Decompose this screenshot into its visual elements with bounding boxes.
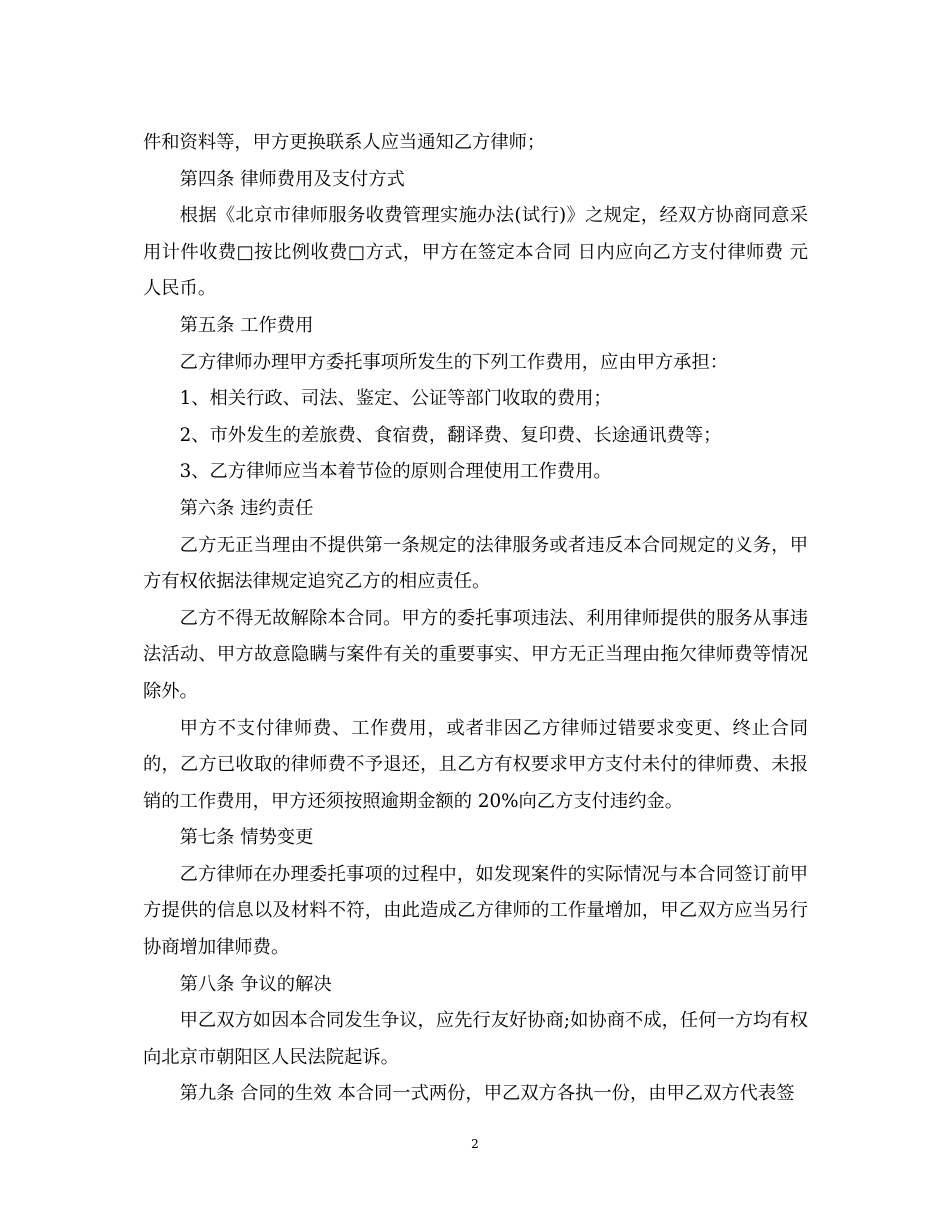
article-4-heading: 第四条 律师费用及支付方式 xyxy=(179,168,405,190)
article-6-paragraph-1: 乙方无正当理由不提供第一条规定的法律服务或者违反本合同规定的义务，甲方有权依据法律规定追究乙方的相应责任。 xyxy=(143,534,808,593)
article-6-paragraph-2: 乙方不得无故解除本合同。甲方的委托事项违法、利用律师提供的服务从事违法活动、甲方故意隐瞒与案件有关的重要事实、甲方无正当理由拖欠律师费等情况除外。 xyxy=(143,607,808,702)
page-number: 2 xyxy=(471,1137,479,1151)
article-5-item-2: 2、市外发生的差旅费、食宿费，翻译费、复印费、长途通讯费等； xyxy=(179,424,722,446)
article-4-fee-paragraph: 根据《北京市律师服务收费管理实施办法(试行)》之规定，经双方协商同意采用计件收费□按比例收费□方式，甲方在签定本合同 日内应向乙方支付律师费 元人民币。 xyxy=(143,205,808,300)
article-6-heading: 第六条 违约责任 xyxy=(179,497,314,519)
article-7-paragraph: 乙方律师在办理委托事项的过程中，如发现案件的实际情况与本合同签订前甲方提供的信息以及材料不符，由此造成乙方律师的工作量增加，甲乙双方应当另行协商增加律师费。 xyxy=(143,863,808,959)
article-6-paragraph-3: 甲方不支付律师费、工作费用，或者非因乙方律师过错要求变更、终止合同的，乙方已收取的律师费不予退还，且乙方有权要求甲方支付未付的律师费、未报销的工作费用，甲方还须按照逾期金额的 20%向乙方支付违约金。 xyxy=(143,717,808,812)
article-5-item-3: 3、乙方律师应当本着节俭的原则合理使用工作费用。 xyxy=(179,461,612,483)
document-body xyxy=(143,125,808,1113)
article-7-heading: 第七条 情势变更 xyxy=(179,827,314,849)
article-5-heading: 第五条 工作费用 xyxy=(179,314,314,336)
article-8-paragraph: 甲乙双方如因本合同发生争议，应先行友好协商;如协商不成，任何一方均有权向北京市朝阳区人民法院起诉。 xyxy=(143,1010,808,1068)
article-8-heading: 第八条 争议的解决 xyxy=(179,973,332,995)
article-9-paragraph: 第九条 合同的生效 本合同一式两份，甲乙双方各执一份，由甲乙双方代表签 xyxy=(179,1083,795,1105)
paragraph-continuation: 件和资料等，甲方更换联系人应当通知乙方律师； xyxy=(143,132,546,153)
article-5-intro: 乙方律师办理甲方委托事项所发生的下列工作费用，应由甲方承担： xyxy=(179,351,729,373)
article-5-item-1: 1、相关行政、司法、鉴定、公证等部门收取的费用； xyxy=(179,388,612,410)
